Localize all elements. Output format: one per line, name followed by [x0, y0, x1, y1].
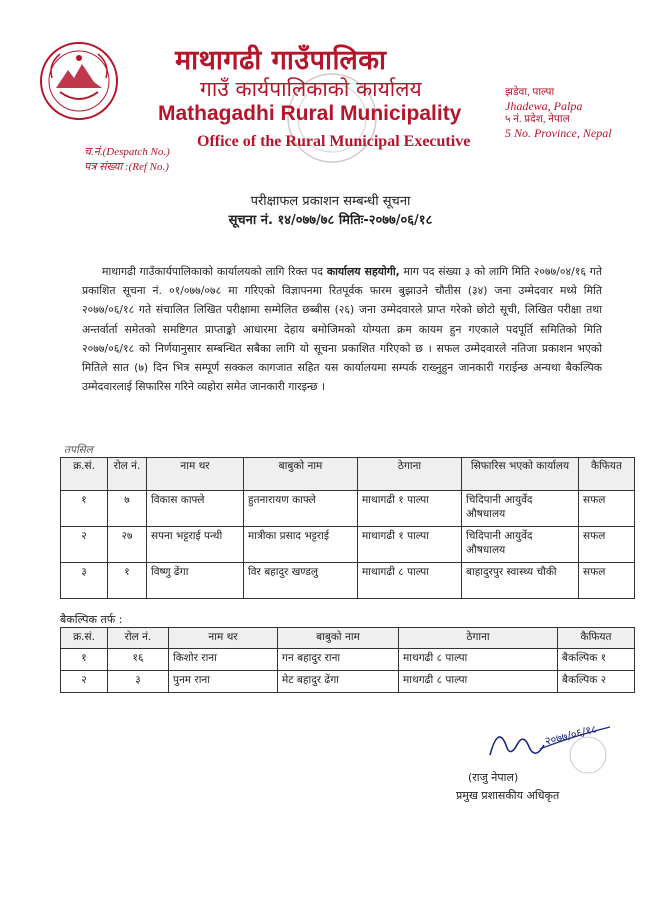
col-header-roll: रोल नं.: [108, 628, 169, 649]
body-text-start: माथागढी गाउँकार्यपालिकाको कार्यालयको लागि रिक्त पद: [102, 265, 327, 278]
cell-name: विकास काफ्ले: [147, 491, 244, 527]
table-header-row: [61, 458, 635, 491]
col-header-remarks: कैफियत: [558, 628, 635, 649]
signature-date: २०७७/०६/१८: [543, 722, 599, 748]
cell-address: माथागढी ८ पाल्पा: [358, 563, 462, 599]
table-row: [61, 671, 635, 693]
col-header-office: सिफारिस भएको कार्यालय: [462, 458, 579, 491]
table-header-row: [61, 628, 635, 649]
col-header-sn: क्र.सं.: [61, 628, 108, 649]
cell-remarks: बैकल्पिक १: [558, 649, 635, 671]
cell-father: मेट बहादुर ढेंगा: [278, 671, 399, 693]
cell-remarks: बैकल्पिक २: [558, 671, 635, 693]
alternate-section-label: बैकल्पिक तर्फ :: [60, 613, 123, 626]
header-title-nepali: माथागढी गाउँपालिका: [175, 45, 387, 76]
cell-name: सपना भट्टराई पन्थी: [147, 527, 244, 563]
cell-father: मात्रीका प्रसाद भट्टराई: [244, 527, 358, 563]
notice-title: परीक्षाफल प्रकाशन सम्बन्धी सूचना: [250, 194, 411, 209]
address-english-line-2: 5 No. Province, Nepal: [505, 126, 612, 140]
address-nepali-line-2: ५ नं. प्रदेश, नेपाल: [505, 114, 570, 125]
cell-address: माथगढी ८ पाल्पा: [399, 671, 558, 693]
cell-remarks: सफल: [579, 491, 635, 527]
col-header-roll: रोल नं.: [108, 458, 147, 491]
header-address: [505, 86, 661, 140]
col-header-address: ठेगाना: [358, 458, 462, 491]
cell-address: माथगढी ८ पाल्पा: [399, 649, 558, 671]
cell-remarks: सफल: [579, 563, 635, 599]
cell-office: चिदिपानी आयुर्वेद औषधालय: [462, 527, 579, 563]
cell-roll: १: [108, 563, 147, 599]
cell-roll: २७: [108, 527, 147, 563]
despatch-label: च.नं.(Despatch No.): [84, 146, 170, 158]
cell-roll: ३: [108, 671, 169, 693]
body-text-rest: माग पद संख्या ३ को लागि मिति २०७७/०४/१६ गते प्रकाशित सूचना नं. ०१/०७७/०७८ मा गरिएको विज्ञापनमा रितपूर्वक फारम बुझाउने चौतीस (३४) जना उम्मेदवार मध्ये मिति २०७७/०६/१८ गते संचालित लिखित परीक्षामा सम्मेलित छब्बीस (२६) जना उम्मेदवारले प्राप्त गरेको छोटो सूची, लिखित परीक्षा तथा अन्तर्वार्ता समेतको समष्टिगत प्राप्ताङ्को आधारमा देहाय बमोजिमको योग्यता क्रम कायम हुन गएकाले पदपूर्ति समितिको मिति २०७७/०६/१८ को निर्णयानुसार सम्बन्धित सबैका लागि यो सूचना प्रकाशित गरिएको छ । सफल उम्मेदवारले नतिजा प्रकाशन भएको मितिले सात (७) दिन भित्र सम्पूर्ण सक्कल कागजात सहित यस कार्यालयमा सम्पर्क राख्नुहुन जानकारी गराईन्छ अन्यथा बैकल्पिक उम्मेदवारलाई सिफारिस गरिने व्यहोरा समेत जानकारी गारइन्छ ।: [82, 265, 602, 394]
cell-name: विष्णु ढेंगा: [147, 563, 244, 599]
cell-father: गन बहादुर राना: [278, 649, 399, 671]
cell-roll: १६: [108, 649, 169, 671]
cell-address: माथागढी १ पाल्पा: [358, 527, 462, 563]
table-row: [61, 491, 635, 527]
col-header-name: नाम थर: [147, 458, 244, 491]
cell-sn: २: [61, 527, 108, 563]
col-header-address: ठेगाना: [399, 628, 558, 649]
col-header-father: बाबुको नाम: [278, 628, 399, 649]
col-header-name: नाम थर: [169, 628, 278, 649]
header-title-english: Mathagadhi Rural Municipality: [158, 102, 462, 125]
cell-sn: २: [61, 671, 108, 693]
header-subtitle-nepali: गाउँ कार्यपालिकाको कार्यालय: [200, 77, 422, 101]
nepal-emblem-logo: [38, 40, 120, 122]
cell-office: चिदिपानी आयुर्वेद औषधालय: [462, 491, 579, 527]
table-row: [61, 527, 635, 563]
table-row: [61, 649, 635, 671]
col-header-father: बाबुको नाम: [244, 458, 358, 491]
cell-sn: १: [61, 649, 108, 671]
cell-name: पुनम राना: [169, 671, 278, 693]
cell-father: विर बहादुर खण्डलु: [244, 563, 358, 599]
handwritten-signature: [480, 715, 620, 775]
cell-address: माथागढी १ पाल्पा: [358, 491, 462, 527]
cell-sn: १: [61, 491, 108, 527]
notice-number: सूचना नं. १४/०७७/७८ मितिः-२०७७/०६/१८: [228, 213, 433, 228]
cell-father: हुतनारायण काफ्ले: [244, 491, 358, 527]
cell-roll: ७: [108, 491, 147, 527]
header-office-english: Office of the Rural Municipal Executive: [197, 133, 471, 150]
address-english-line-1: Jhadewa, Palpa: [505, 99, 583, 113]
selected-candidates-table: [60, 457, 635, 599]
body-position-name: कार्यालय सहयोगी,: [326, 265, 400, 278]
details-section-label: तपसिल: [64, 444, 93, 456]
alternate-candidates-table: [60, 627, 635, 693]
col-header-sn: क्र.सं.: [61, 458, 108, 491]
address-nepali-line-1: झडेवा, पाल्पा: [505, 87, 555, 98]
cell-name: किशोर राना: [169, 649, 278, 671]
cell-sn: ३: [61, 563, 108, 599]
despatch-reference: [84, 145, 170, 175]
signer-title: प्रमुख प्रशासकीय अधिकृत: [456, 789, 560, 802]
cell-office: बाहादुरपुर स्वास्थ्य चौकी: [462, 563, 579, 599]
signer-name: (राजु नेपाल): [468, 771, 519, 784]
notice-body: [82, 262, 602, 396]
ref-label: पत्र संख्या :(Ref No.): [84, 161, 169, 173]
col-header-remarks: कैफियत: [579, 458, 635, 491]
cell-remarks: सफल: [579, 527, 635, 563]
table-row: [61, 563, 635, 599]
